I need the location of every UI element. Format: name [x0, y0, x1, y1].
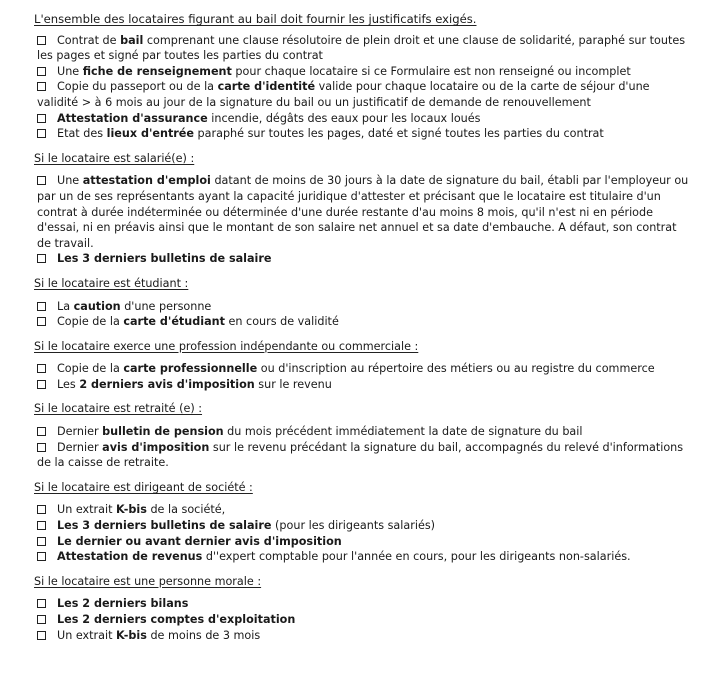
checkbox[interactable] — [37, 114, 46, 123]
checklist-item: Un extrait K-bis de la société, — [37, 502, 690, 518]
checklist-item: La caution d'une personne — [37, 299, 690, 315]
checklist-item: Dernier bulletin de pension du mois précédent immédiatement la date de signature du bail — [37, 424, 690, 440]
checklist-item: Les 2 derniers comptes d'exploitation — [37, 612, 690, 628]
checklist-item: Attestation d'assurance incendie, dégâts des eaux pour les locaux loués — [37, 111, 690, 127]
checkbox[interactable] — [37, 505, 46, 514]
checklist-item: Attestation de revenus d''expert comptable pour l'année en cours, pour les dirigeants non-salariés. — [37, 549, 690, 565]
checkbox[interactable] — [37, 129, 46, 138]
section-dirigeant — [34, 480, 690, 565]
checklist-item: Les 3 derniers bulletins de salaire — [37, 251, 690, 267]
checkbox[interactable] — [37, 380, 46, 389]
section-independant — [34, 339, 690, 393]
checkbox[interactable] — [37, 631, 46, 640]
section-heading: Si le locataire est une personne morale : — [34, 574, 262, 588]
checkbox[interactable] — [37, 537, 46, 546]
checkbox[interactable] — [37, 599, 46, 608]
general-checklist — [37, 33, 690, 142]
checklist-item: Les 3 derniers bulletins de salaire (pour les dirigeants salariés) — [37, 518, 690, 534]
section-heading: Si le locataire est retraité (e) : — [34, 402, 203, 416]
checkbox[interactable] — [37, 254, 46, 263]
checklist-item: Contrat de bail comprenant une clause résolutoire de plein droit et une clause de solidarité, paraphé sur toutes les pages et signé par toutes les parties du contrat — [37, 33, 686, 63]
section-etudiant — [34, 276, 690, 330]
section-heading: Si le locataire est salarié(e) : — [34, 151, 195, 165]
section-salarie — [34, 151, 690, 267]
checklist-item: Les 2 derniers bilans — [37, 596, 690, 612]
checkbox[interactable] — [37, 67, 46, 76]
checklist-item: Copie du passeport ou de la carte d'identité valide pour chaque locataire ou de la carte de séjour d'une validité > à 6 mois au jour de la signature du bail ou un justificatif de demande de renouvellement — [37, 80, 650, 109]
section-personne-morale — [34, 574, 690, 643]
checkbox[interactable] — [37, 615, 46, 624]
checkbox[interactable] — [37, 364, 46, 373]
checklist-item: Les 2 derniers avis d'imposition sur le revenu — [37, 377, 690, 393]
checkbox[interactable] — [37, 36, 46, 45]
section-heading: Si le locataire exerce une profession indépendante ou commerciale : — [34, 339, 419, 353]
checklist-item: Copie de la carte d'étudiant en cours de validité — [37, 314, 690, 330]
checkbox[interactable] — [37, 443, 46, 452]
checklist-item: Dernier avis d'imposition sur le revenu précédant la signature du bail, accompagnés du relevé d'informations de la caisse de retraite. — [37, 440, 684, 470]
checkbox[interactable] — [37, 82, 46, 91]
section-heading: Si le locataire est dirigeant de société : — [34, 480, 253, 494]
checkbox[interactable] — [37, 552, 46, 561]
checkbox[interactable] — [37, 302, 46, 311]
section-retraite — [34, 401, 690, 470]
checklist-item: Une attestation d'emploi datant de moins de 30 jours à la date de signature du bail, établi par l'employeur ou par un de ses représentants ayant la capacité juridique d'attester et précisant que le locataire est titulaire d'un contrat à durée indéterminée ou déterminée d'une durée restante d'au moins 8 mois, qu'il n'est ni en période d'essai, ni en préavis ainsi que le montant de son salaire net annuel et sa date d'embauche. A défaut, son contrat de travail. — [37, 174, 689, 250]
section-heading: Si le locataire est étudiant : — [34, 276, 189, 290]
checklist-item: Copie de la carte professionnelle ou d'inscription au répertoire des métiers ou au registre du commerce — [37, 361, 690, 377]
checkbox[interactable] — [37, 176, 46, 185]
page-title: L'ensemble des locataires figurant au bail doit fournir les justificatifs exigés. — [34, 12, 477, 26]
checklist-item: Un extrait K-bis de moins de 3 mois — [37, 628, 690, 644]
checkbox[interactable] — [37, 317, 46, 326]
checklist-item: Etat des lieux d'entrée paraphé sur toutes les pages, daté et signé toutes les parties du contrat — [37, 126, 690, 142]
checkbox[interactable] — [37, 427, 46, 436]
checklist-item: Le dernier ou avant dernier avis d'imposition — [37, 534, 690, 550]
checkbox[interactable] — [37, 521, 46, 530]
checklist-item: Une fiche de renseignement pour chaque locataire si ce Formulaire est non renseigné ou incomplet — [37, 64, 690, 80]
